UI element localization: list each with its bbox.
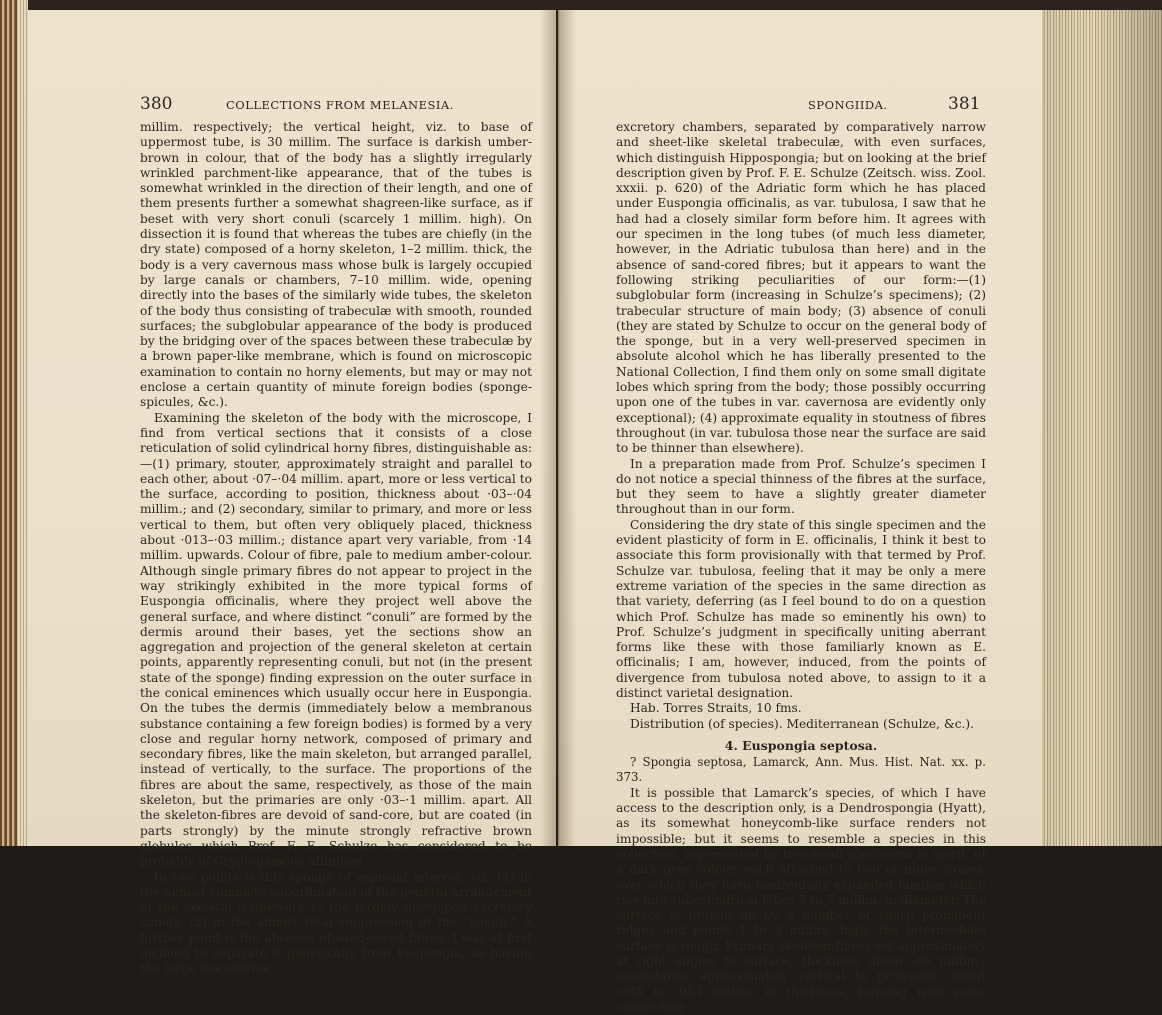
- right-paragraph-after-1: It is possible that Lamarck’s species, of which I have access to the description only, is a Dendrospongia (Hyatt), as its somewhat honeycomb-like surface renders not impossible; but it seems to resemble a species in this collection, represented by two small specimens in spirit, of a dark grey colour, each attached to two or more stones, over which they form horizontally expanded laminæ which rise into subcylindrical lobes 5 to 7 millim. in diameter. The surface is broken up by a number of sharp prominent ridges and points 1 to 3 millim. high; the intermediate surface is rough. Primary skeleton-fibres set approximately at right angles to surface, thickness about ·06 millim.; secondaries approximately vertical to primaries, about ·035 to ·053 millim. in thickness, forming with some connecting: [616, 785, 986, 1014]
- left-page-stack-inner: [18, 0, 28, 846]
- habitat-line: Hab. Torres Straits, 10 fms.: [630, 701, 802, 716]
- book-gutter: [540, 10, 576, 846]
- left-paragraph-3: In two points is this sponge of especial interest, viz. (1) in the almost complete subordination of the general arrangement of the skeletal framework to the largely developed excretory canals; (2) in the almost total suppression of the “conuli.” A further point is the absence of sand-cored fibres. I was at first inclined to separate it generically from Euspongia, as having the large mæandrine: [140, 869, 532, 976]
- left-page-stack-edge: [0, 0, 18, 846]
- left-running-head: COLLECTIONS FROM MELANESIA.: [226, 98, 454, 112]
- right-paragraph-2: In a preparation made from Prof. Schulze’s specimen I do not notice a special thinness of the fibres at the surface, but they seem to have a slightly greater diameter throughout than in our form.: [616, 456, 986, 517]
- right-paragraph-3: Considering the dry state of this single specimen and the evident plasticity of form in E. officinalis, I think it best to associate this form provisionally with that termed by Prof. Schulze var. tubulosa, feeling that it may be only a mere extreme variation of the species in the same direction as that variety, deferring (as I feel bound to do on a question which Prof. Schulze has made so eminently his own) to Prof. Schulze’s judgment in specifically uniting aberrant forms like these with those familiarly known as E. officinalis; I am, however, induced, from the points of divergence from tubulosa noted above, to assign to it a distinct varietal designation.: [616, 517, 986, 700]
- section-heading: 4. Euspongia septosa.: [724, 737, 878, 753]
- right-page-body: [616, 120, 986, 1015]
- right-page: [558, 10, 1042, 1014]
- left-page-number: 380: [140, 94, 173, 114]
- left-paragraph-2: Examining the skeleton of the body with the microscope, I find from vertical sections that it consists of a close reticulation of solid cylindrical horny fibres, distinguishable as:—(1) primary, stouter, approximately straight and parallel to each other, about ·07–·04 millim. apart, more or less vertical to the surface, according to position, thickness about ·03–·04 millim.; and (2) secondary, similar to primary, and more or less vertical to them, but often very obliquely placed, thickness about ·013–·03 millim.; distance apart very variable, from ·14 millim. upwards. Colour of fibre, pale to medium amber-colour. Although single primary fibres do not appear to project in the way strikingly exhibited in the more typical forms of Euspongia officinalis, where they project well above the general surface, and where distinct “conuli” are formed by the dermis around their bases, yet the sections show an aggregation and projection of the general skeleton at certain points, apparently representing conuli, but not (in the present state of the sponge) finding expression on the outer surface in the conical eminences which usually occur here in Euspongia. On the tubes the dermis (immediately below a membranous substance containing a few foreign bodies) is formed by a very close and regular horny network, composed of primary and secondary fibres, like the main skeleton, but arranged parallel, instead of vertically, to the surface. The proportions of the fibres are about the same, respectively, as those of the main skeleton, but the primaries are only ·03–·1 millim. apart. All the skeleton-fibres are devoid of sand-core, but are coated (in parts strongly) by the minute strongly refractive brown globules which Prof. F. E. Schulze has considered to be probably of Cryptogamous affinities.: [140, 410, 532, 869]
- distribution-line: Distribution (of species). Mediterranean (Schulze, &c.).: [630, 716, 975, 731]
- left-paragraph-1: millim. respectively; the vertical height, viz. to base of uppermost tube, is 30 millim. The surface is darkish umber-brown in colour, that of the body has a slightly irregularly wrinkled parchment-like appearance, that of the tubes is somewhat wrinkled in the direction of their length, and one of them presents further a somewhat shagreen-like surface, as if beset with very short conuli (scarcely 1 millim. high). On dissection it is found that whereas the tubes are chiefly (in the dry state) composed of a horny skeleton, 1–2 millim. thick, the body is a very cavernous mass whose bulk is largely occupied by large canals or chambers, 7–10 millim. wide, opening directly into the bases of the similarly wide tubes, the skeleton of the body thus consisting of trabeculæ with smooth, rounded surfaces; the subglobular appearance of the body is produced by the bridging over of the spaces between these trabeculæ by a brown paper-like membrane, which is found on microscopic examination to contain no horny elements, but may or may not enclose a certain quantity of minute foreign bodies (sponge-spicules, &c.).: [140, 120, 532, 410]
- left-page-body: [140, 120, 532, 977]
- right-paragraph-1: excretory chambers, separated by comparatively narrow and sheet-like skeletal trabeculæ, with even surfaces, which distinguish Hippospongia; but on looking at the brief description given by Prof. F. E. Schulze (Zeitsch. wiss. Zool. xxxii. p. 620) of the Adriatic form which he has placed under Euspongia officinalis, as var. tubulosa, I saw that he had had a closely similar form before him. It agrees with our specimen in the long tubes (of much less diameter, however, in the Adriatic tubulosa than here) and in the absence of sand-cored fibres; but it appears to want the following striking peculiarities of our form:—(1) subglobular form (increasing in Schulze’s specimens); (2) trabecular structure of main body; (3) absence of conuli (they are stated by Schulze to occur on the general body of the sponge, but in a very well-preserved specimen in absolute alcohol which he has liberally presented to the National Collection, I find them only on some small digitate lobes which spring from the body; those possibly occurring upon one of the tubes in var. cavernosa are evidently only exceptional); (4) approximate equality in stoutness of fibres throughout (in var. tubulosa those near the surface are said to be thinner than elsewhere).: [616, 120, 986, 456]
- right-page-stack-shade: [1042, 10, 1162, 846]
- left-page: [28, 10, 556, 976]
- reference-line: ? Spongia septosa, Lamarck, Ann. Mus. Hist. Nat. xx. p. 373.: [616, 755, 986, 785]
- right-running-head: SPONGIIDA.: [808, 98, 888, 112]
- right-page-number: 381: [948, 94, 981, 114]
